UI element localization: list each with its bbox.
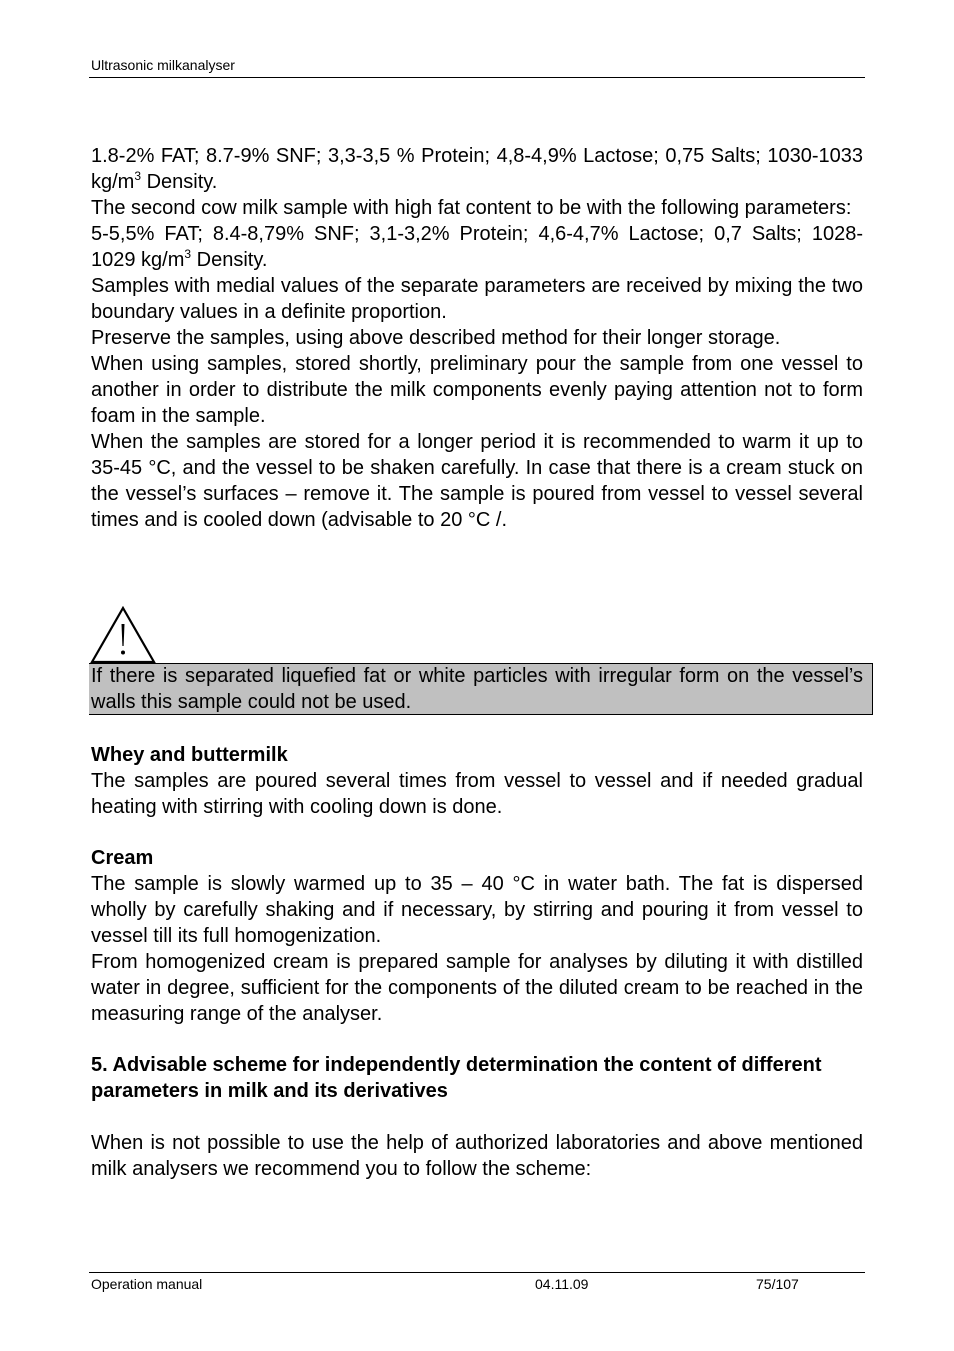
paragraph-low-fat-params (91, 143, 863, 195)
text-run: 5-5,5% FAT; 8.4-8,79% SNF; 3,1-3,2% Protein; 4,6-4,7% Lactose; 0,7 Salts; 1028-1029 kg/m (91, 223, 863, 271)
paragraph-preserve: Preserve the samples, using above described method for their longer storage. (91, 327, 781, 349)
paragraph-stored-shortly: When using samples, stored shortly, preliminary pour the sample from one vessel to another in order to distribute the milk components evenly paying attention not to form foam in the sample. (91, 353, 863, 427)
heading-cream: Cream (91, 847, 154, 869)
paragraph-cream-dilute: From homogenized cream is prepared sample for analyses by diluting it with distilled water in degree, sufficient for the components of the diluted cream to be reached in the measuring range of the analyser. (91, 951, 863, 1025)
paragraph-medial-values: Samples with medial values of the separate parameters are received by mixing the two boundary values in a definite proportion. (91, 275, 863, 323)
superscript: 3 (184, 247, 192, 261)
paragraph-stored-longer: When the samples are stored for a longer period it is recommended to warm it up to 35-45 °C, and the vessel to be shaken carefully. In case that there is a cream stuck on the vessel’s surfaces – remove it. The sample is poured from vessel to vessel several times and is cooled down (advisable to 20 °C /. (91, 431, 863, 531)
running-header: Ultrasonic milkanalyser (91, 57, 235, 73)
paragraph-second-sample: The second cow milk sample with high fat content to be with the following parameters: (91, 197, 852, 219)
paragraph-scheme: When is not possible to use the help of authorized laboratories and above mentioned milk analysers we recommend you to follow the scheme: (91, 1132, 863, 1180)
footer-rule (89, 1272, 865, 1273)
body-text (91, 143, 863, 533)
footer-page-number: 75/107 (756, 1276, 799, 1292)
warning-triangle-icon (90, 606, 156, 664)
paragraph-whey: The samples are poured several times from vessel to vessel and if needed gradual heating with stirring with cooling down is done. (91, 770, 863, 818)
heading-scheme: 5. Advisable scheme for independently determination the content of different parameters in milk and its derivatives (91, 1054, 822, 1102)
superscript: 3 (134, 169, 142, 183)
heading-whey: Whey and buttermilk (91, 744, 288, 766)
paragraph-cream-warm: The sample is slowly warmed up to 35 – 40 °C in water bath. The fat is dispersed wholly by carefully shaking and if necessary, by stirring and pouring it from vessel to vessel till its full homogenization. (91, 873, 863, 947)
text-run: Density. (141, 171, 218, 193)
header-rule (89, 77, 865, 78)
section-scheme (91, 1052, 863, 1182)
paragraph-high-fat-params (91, 221, 863, 273)
footer-manual-name: Operation manual (91, 1276, 203, 1292)
warning-text: If there is separated liquefied fat or white particles with irregular form on the vessel’s walls this sample could not be used. (91, 665, 863, 713)
section-cream (91, 845, 863, 1027)
footer-date: 04.11.09 (535, 1276, 589, 1292)
section-whey (91, 742, 863, 820)
text-run: 1.8-2% FAT; 8.7-9% SNF; 3,3-3,5 % Protein; 4,8-4,9% Lactose; 0,75 Salts; 1030-1033 kg/m (91, 145, 863, 193)
text-run: Density. (191, 249, 268, 271)
